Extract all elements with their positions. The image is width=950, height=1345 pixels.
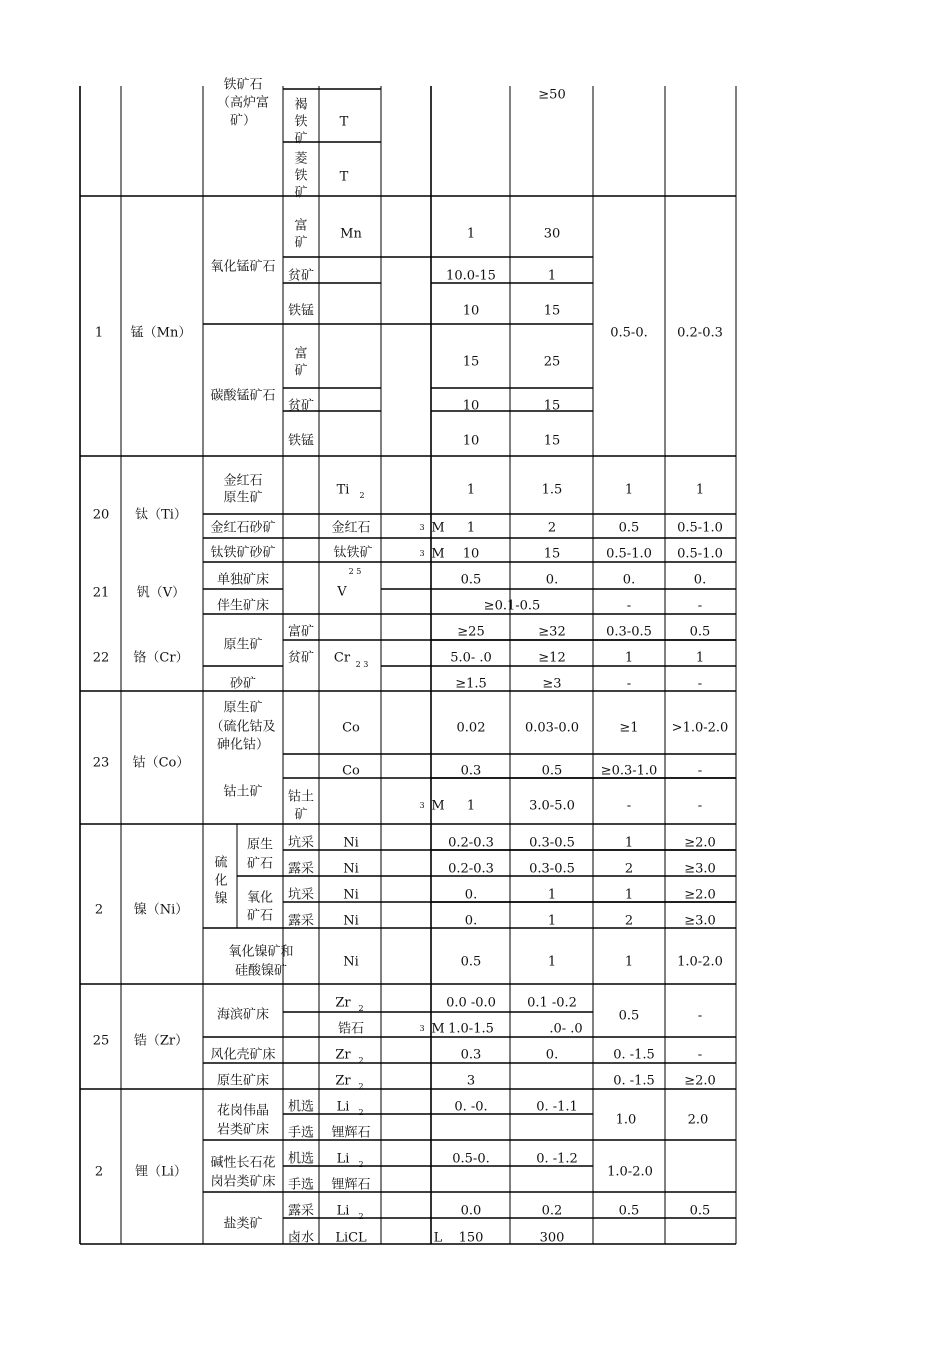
table-cell-text: ≥12: [538, 650, 566, 666]
table-cell-text: 硫: [214, 855, 228, 871]
table-cell-text: 1.5: [541, 482, 563, 498]
table-cell-text: T: [339, 114, 349, 130]
table-cell-text: 1: [624, 835, 634, 851]
table-cell-text: 1: [547, 954, 557, 970]
table-cell-text: >1.0-2.0: [671, 720, 729, 736]
table-cell-text: Li: [336, 1099, 350, 1115]
table-cell-text: 富: [294, 346, 308, 362]
table-cell-text: 0.: [693, 572, 707, 588]
table-cell-text: 0.0: [460, 1203, 482, 1219]
table-cell-text: LiCL: [335, 1230, 367, 1246]
table-cell-text: 0.2-0.3: [448, 835, 494, 851]
table-cell-text: 钴（Co）: [132, 755, 190, 771]
table-cell-text: 海滨矿床: [216, 1007, 270, 1023]
table-cell-text: 坑采: [287, 835, 315, 851]
table-cell-text: 0.: [464, 887, 478, 903]
table-cell-text: 3: [419, 523, 425, 532]
table-cell-text: 15: [543, 398, 561, 414]
table-cell-text: 15: [543, 433, 561, 449]
table-cell-text: 15: [543, 303, 561, 319]
table-cell-text: 0.03-0.0: [524, 720, 580, 736]
table-cell-text: 0.3-0.5: [529, 835, 575, 851]
table-cell-text: 1: [547, 913, 557, 929]
table-cell-text: 2: [358, 1004, 364, 1013]
table-cell-text: 0.5: [541, 763, 563, 779]
table-cell-text: ≥32: [538, 624, 566, 640]
table-cell-text: 0.2-0.3: [448, 861, 494, 877]
table-cell-text: 铁锰: [287, 433, 315, 449]
table-cell-text: 碱性长石花: [210, 1155, 276, 1171]
table-cell-text: 3: [419, 549, 425, 558]
table-cell-text: 1: [466, 226, 476, 242]
table-cell-text: 矿: [294, 185, 308, 201]
table-cell-text: 金红石砂矿: [210, 520, 276, 536]
table-cell-text: 富矿: [287, 624, 315, 640]
table-cell-text: 1: [624, 887, 634, 903]
table-cell-text: 镍（Ni）: [133, 902, 189, 918]
table-cell-text: 0.02: [456, 720, 486, 736]
table-cell-text: 氧化锰矿石: [210, 259, 276, 275]
table-cell-text: 0.2-0.3: [677, 325, 723, 341]
table-cell-text: M: [431, 546, 445, 562]
table-cell-text: Ni: [343, 954, 359, 970]
table-cell-text: 2: [358, 1212, 364, 1221]
table-cell-text: 15: [462, 354, 480, 370]
table-cell-text: T: [339, 169, 349, 185]
table-cell-text: 22: [92, 650, 110, 666]
table-cell-text: 盐类矿: [223, 1216, 263, 1232]
table-cell-text: M: [431, 798, 445, 814]
table-cell-text: 3: [419, 801, 425, 810]
table-cell-text: -: [626, 598, 632, 614]
table-cell-text: ≥2.0: [684, 887, 716, 903]
table-cell-text: V: [337, 584, 347, 600]
table-cell-text: 15: [543, 546, 561, 562]
table-cell-text: 2: [358, 1082, 364, 1091]
table-cell-text: Ni: [343, 887, 359, 903]
table-cell-text: 1: [547, 887, 557, 903]
table-cell-text: -: [697, 763, 703, 779]
table-cell-text: 0. -0.: [454, 1099, 488, 1115]
table-cell-text: 铁矿石: [223, 77, 263, 93]
table-cell-text: 0.5: [460, 572, 482, 588]
table-cell-text: 0.3-0.5: [529, 861, 575, 877]
table-cell-text: 2: [94, 902, 104, 918]
table-cell-text: M: [431, 520, 445, 536]
table-cell-text: 钛铁矿: [333, 545, 373, 561]
table-cell-text: 0.3: [460, 763, 482, 779]
table-cell-text: Co: [342, 763, 360, 779]
table-cell-text: 伴生矿床: [216, 598, 270, 614]
table-cell-text: ≥0.1-0.5: [483, 598, 541, 614]
table-cell-text: 3.0-5.0: [529, 798, 575, 814]
table-cell-text: L: [433, 1230, 443, 1246]
table-cell-text: ≥50: [538, 87, 566, 103]
table-cell-text: 钛（Ti）: [135, 507, 187, 523]
table-cell-text: Li: [336, 1203, 350, 1219]
table-cell-text: 砂矿: [229, 676, 257, 692]
table-cell-text: ≥3.0: [684, 861, 716, 877]
table-cell-text: 铁: [294, 114, 308, 130]
table-cell-text: 2.0: [687, 1112, 709, 1128]
table-cell-text: 岗岩类矿床: [210, 1174, 276, 1190]
table-cell-text: 0. -1.5: [613, 1073, 655, 1089]
table-cell-text: 卤水: [287, 1230, 315, 1246]
table-cell-text: 0.5: [618, 1203, 640, 1219]
table-cell-text: 钴土矿: [223, 784, 263, 800]
table-cell-text: 150: [458, 1230, 484, 1246]
table-cell-text: 矿: [294, 131, 308, 147]
table-cell-text: 2: [358, 1056, 364, 1065]
table-cell-text: 锰（Mn）: [130, 325, 192, 341]
table-cell-text: 30: [543, 226, 561, 242]
table-cell-text: 0.1 -0.2: [527, 995, 577, 1011]
table-cell-text: 岩类矿床: [216, 1122, 270, 1138]
table-cell-text: 原生矿: [223, 637, 263, 653]
table-cell-text: 露采: [287, 861, 315, 877]
table-cell-text: 2: [624, 913, 634, 929]
table-cell-text: 矿: [294, 363, 308, 379]
table-cell-text: 单独矿床: [216, 572, 270, 588]
table-cell-text: 机选: [287, 1099, 315, 1115]
table-cell-text: ≥3.0: [684, 913, 716, 929]
table-cell-text: 矿石: [246, 856, 274, 872]
table-cell-text: 铬（Cr）: [133, 650, 189, 666]
table-cell-text: 0.5-1.0: [677, 520, 723, 536]
table-cell-text: 褐: [294, 97, 308, 113]
table-cell-text: 矿石: [246, 908, 274, 924]
table-cell-text: 露采: [287, 1203, 315, 1219]
table-cell-text: -: [697, 1008, 703, 1024]
table-cell-text: （高炉富: [216, 95, 270, 111]
table-cell-text: 5.0- .0: [450, 650, 492, 666]
table-cell-text: 0.5: [460, 954, 482, 970]
table-cell-text: 1.0-2.0: [607, 1164, 653, 1180]
table-cell-text: Ni: [343, 913, 359, 929]
table-cell-text: 25: [92, 1033, 110, 1049]
table-cell-text: 2: [624, 861, 634, 877]
table-cell-text: ≥3: [542, 676, 562, 692]
table-cell-text: 0.5: [618, 1008, 640, 1024]
table-cell-text: 1.0: [615, 1112, 637, 1128]
table-cell-text: 0.5: [689, 624, 711, 640]
table-cell-text: 0. -1.2: [536, 1151, 578, 1167]
table-cell-text: 钴土: [287, 789, 315, 805]
table-cell-text: 0.: [622, 572, 636, 588]
table-cell-text: 2 3: [355, 660, 369, 669]
table-cell-text: 矿）: [229, 113, 257, 129]
table-cell-text: 0.3-0.5: [606, 624, 652, 640]
table-cell-text: 碳酸锰矿石: [210, 388, 276, 404]
table-cell-text: 原生矿: [223, 490, 263, 506]
table-cell-text: -: [626, 676, 632, 692]
table-cell-text: 锂辉石: [331, 1177, 371, 1193]
table-cell-text: ≥1.5: [455, 676, 487, 692]
table-cell-text: 原生: [246, 837, 274, 853]
table-cell-text: 风化壳矿床: [210, 1047, 276, 1063]
table-cell-text: 1.0-1.5: [448, 1021, 494, 1037]
table-cell-text: 1.0-2.0: [677, 954, 723, 970]
table-cell-text: 砷化钴）: [216, 737, 270, 753]
table-cell-text: 1: [466, 520, 476, 536]
table-cell-text: 锆石: [337, 1021, 365, 1037]
table-cell-text: 铁锰: [287, 303, 315, 319]
table-cell-text: 0.5-1.0: [606, 546, 652, 562]
table-cell-text: 3: [466, 1073, 476, 1089]
table-cell-text: 菱: [294, 151, 308, 167]
table-cell-text: 23: [92, 755, 110, 771]
table-cell-text: 10: [462, 398, 480, 414]
table-cell-text: 0.3: [460, 1047, 482, 1063]
table-cell-text: 1: [695, 650, 705, 666]
table-cell-text: Mn: [340, 226, 362, 242]
table-cell-text: M: [431, 1021, 445, 1037]
table-cell-text: 氧化: [246, 890, 274, 906]
table-cell-text: 1: [466, 482, 476, 498]
table-cell-text: 1: [547, 268, 557, 284]
table-cell-text: 10: [462, 546, 480, 562]
table-cell-text: 贫矿: [287, 398, 315, 414]
table-cell-text: 1: [624, 954, 634, 970]
table-cell-text: 矿: [294, 807, 308, 823]
table-cell-text: 钒（V）: [136, 585, 186, 601]
table-cell-text: Zr: [335, 1073, 351, 1089]
table-cell-text: 1: [624, 650, 634, 666]
table-cell-text: 2: [359, 491, 365, 500]
table-cell-text: 2: [358, 1108, 364, 1117]
table-cell-text: 300: [539, 1230, 565, 1246]
table-cell-text: 2: [547, 520, 557, 536]
table-cell-text: -: [697, 1047, 703, 1063]
table-cell-text: 机选: [287, 1151, 315, 1167]
table-cell-text: 0.5-0.: [610, 325, 648, 341]
table-cell-text: Zr: [335, 995, 351, 1011]
table-cell-text: 2 5: [348, 567, 362, 576]
table-cell-text: 1: [466, 798, 476, 814]
table-cell-text: 21: [92, 585, 110, 601]
table-cell-text: ≥2.0: [684, 1073, 716, 1089]
table-cell-text: Ti: [336, 482, 350, 498]
table-cell-text: Cr: [333, 650, 351, 666]
table-cell-text: 0. -1.1: [536, 1099, 578, 1115]
table-cell-text: Co: [342, 720, 360, 736]
table-cell-text: 0.5: [689, 1203, 711, 1219]
table-cell-text: 10: [462, 303, 480, 319]
table-cell-text: 0.: [545, 1047, 559, 1063]
table-cell-text: 0.2: [541, 1203, 563, 1219]
table-cell-text: 露采: [287, 913, 315, 929]
table-cell-text: .0- .0: [549, 1021, 583, 1037]
table-cell-text: 贫矿: [287, 650, 315, 666]
table-cell-text: 0.: [545, 572, 559, 588]
table-cell-text: 贫矿: [287, 268, 315, 284]
table-cell-text: -: [626, 798, 632, 814]
table-cell-text: 2: [94, 1164, 104, 1180]
table-cell-text: -: [697, 598, 703, 614]
table-cell-text: 0.0 -0.0: [446, 995, 496, 1011]
table-cell-text: 10.0-15: [446, 268, 496, 284]
table-cell-text: 0. -1.5: [613, 1047, 655, 1063]
table-text: [93, 77, 729, 1246]
table-cell-text: 原生矿床: [216, 1073, 270, 1089]
table-cell-text: Li: [336, 1151, 350, 1167]
table-cell-text: 手选: [287, 1177, 315, 1193]
table-cell-text: 原生矿: [223, 700, 263, 716]
table-cell-text: 0.: [464, 913, 478, 929]
table-cell-text: 锆（Zr）: [133, 1033, 189, 1049]
table-cell-text: Ni: [343, 861, 359, 877]
table-cell-text: 镍: [214, 891, 228, 907]
table-cell-text: 氧化镍矿和: [228, 944, 294, 960]
table-cell-text: 铁: [294, 168, 308, 184]
table-cell-text: 25: [543, 354, 561, 370]
table-cell-text: ≥2.0: [684, 835, 716, 851]
table-cell-text: 0.5-0.: [452, 1151, 490, 1167]
table-cell-text: 1: [624, 482, 634, 498]
table-cell-text: 花岗伟晶: [216, 1103, 270, 1119]
table-cell-text: 1: [94, 325, 104, 341]
table-cell-text: 金红石: [223, 473, 263, 489]
table-cell-text: 富: [294, 218, 308, 234]
table-cell-text: 硅酸镍矿: [234, 963, 288, 979]
table-cell-text: 2: [358, 1160, 364, 1169]
table-cell-text: ≥0.3-1.0: [600, 763, 658, 779]
table-cell-text: 化: [214, 873, 228, 889]
table-cell-text: 20: [92, 507, 110, 523]
table-cell-text: 矿: [294, 235, 308, 251]
table-cell-text: 0.5: [618, 520, 640, 536]
table-cell-text: 坑采: [287, 887, 315, 903]
table-cell-text: 锂（Li）: [135, 1164, 187, 1180]
table-cell-text: 金红石: [331, 520, 371, 536]
table-cell-text: 3: [419, 1024, 425, 1033]
table-cell-text: （硫化钴及: [210, 719, 276, 735]
table-cell-text: 1: [695, 482, 705, 498]
table-cell-text: 锂辉石: [331, 1125, 371, 1141]
table-cell-text: 10: [462, 433, 480, 449]
table-cell-text: Zr: [335, 1047, 351, 1063]
table-cell-text: Ni: [343, 835, 359, 851]
table-cell-text: 钛铁矿砂矿: [210, 545, 276, 561]
table-cell-text: -: [697, 676, 703, 692]
table-cell-text: ≥25: [457, 624, 485, 640]
table-cell-text: -: [697, 798, 703, 814]
table-cell-text: 0.5-1.0: [677, 546, 723, 562]
table-cell-text: ≥1: [619, 720, 639, 736]
table-cell-text: 手选: [287, 1125, 315, 1141]
